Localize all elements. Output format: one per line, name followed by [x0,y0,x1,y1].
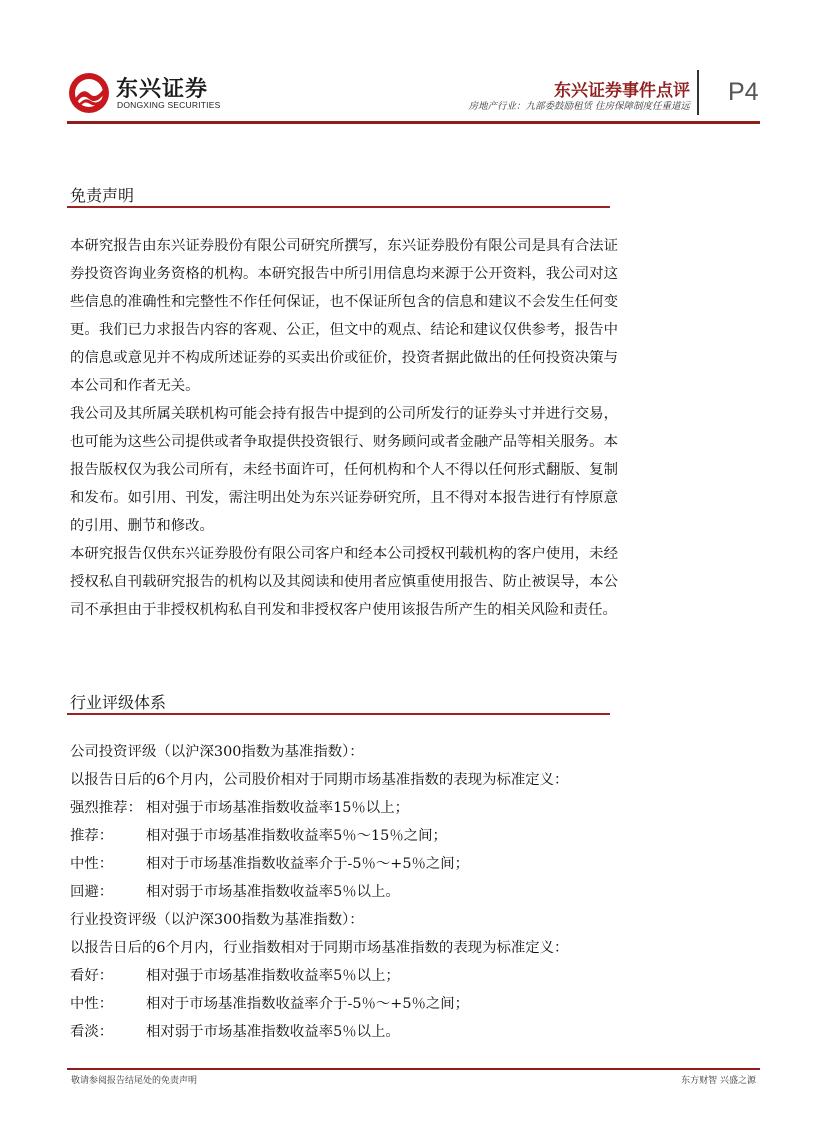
page-number: P4 [728,78,759,106]
company-rating-header: 公司投资评级（以沪深300指数为基准指数）： [70,744,364,760]
disclaimer-paragraph-2: 我公司及其所属关联机构可能会持有报告中提到的公司所发行的证券头寸并进行交易，也可能为这些公司提供或者争取提供投资银行、财务顾问或者金融产品等相关服务。本报告版权仅为我公司所有，未经书面许可，任何机构和个人不得以任何形式翻版、复制和发布。如引用、刊发，需注明出处为东兴证券研究所，且不得对本报告进行有悖原意的引用、删节和修改。 [70,406,618,534]
rating-desc: 相对于市场基准指数收益率介于-5％～+5％之间； [146,856,470,872]
company-rating-intro: 以报告日后的6个月内，公司股价相对于同期市场基准指数的表现为标准定义： [70,772,569,788]
rating-desc: 相对弱于市场基准指数收益率5％以上。 [146,884,400,900]
report-subtitle: 房地产行业：九部委鼓励租赁 住房保障制度任重道远 [468,101,690,112]
company-rating-item [70,794,409,822]
company-rating-item [70,850,469,878]
industry-rating-item [70,990,469,1018]
footer-disclaimer-note: 敬请参阅报告结尾处的免责声明 [71,1076,198,1086]
page-header [0,0,827,125]
rating-desc: 相对于市场基准指数收益率介于-5％～+5％之间； [146,996,470,1012]
company-logo [68,70,228,114]
disclaimer-rule [67,206,610,208]
disclaimer-paragraph-1: 本研究报告由东兴证券股份有限公司研究所撰写，东兴证券股份有限公司是具有合法证券投资咨询业务资格的机构。本研究报告中所引用信息均来源于公开资料，我公司对这些信息的准确性和完整性不作任何保证，也不保证所包含的信息和建议不会发生任何变更。我们已力求报告内容的客观、公正，但文中的观点、结论和建议仅供参考，报告中的信息或意见并不构成所述证券的买卖出价或征价，投资者据此做出的任何投资决策与本公司和作者无关。 [70,238,618,394]
header-rule [67,121,760,124]
industry-rating-header: 行业投资评级（以沪深300指数为基准指数）： [70,912,364,928]
company-rating-item [70,878,400,906]
logo-mark-icon [68,72,110,114]
header-divider [697,70,699,115]
footer-rule [67,1068,760,1070]
rating-rule [67,713,610,715]
footer-slogan: 东方财智 兴盛之源 [681,1076,756,1086]
company-rating-item [70,822,447,850]
rating-label: 看淡： [70,1024,114,1040]
rating-label: 强烈推荐： [70,800,142,816]
industry-rating-item [70,962,400,990]
disclaimer-paragraph-3: 本研究报告仅供东兴证券股份有限公司客户和经本公司授权刊载机构的客户使用，未经授权私自刊载研究报告的机构以及其阅读和使用者应慎重使用报告、防止被误导，本公司不承担由于非授权机构私自刊发和非授权客户使用该报告所产生的相关风险和责任。 [70,546,618,618]
industry-rating-item [70,1018,400,1046]
rating-desc: 相对弱于市场基准指数收益率5％以上。 [146,1024,400,1040]
rating-desc: 相对强于市场基准指数收益率15％以上； [146,800,409,816]
rating-label: 中性： [70,996,114,1012]
rating-label: 推荐： [70,828,114,844]
industry-rating-intro: 以报告日后的6个月内，行业指数相对于同期市场基准指数的表现为标准定义： [70,940,569,956]
disclaimer-heading: 免责声明 [70,186,135,205]
report-type-title: 东兴证券事件点评 [554,81,690,101]
rating-desc: 相对强于市场基准指数收益率5％～15％之间； [146,828,447,844]
rating-label: 中性： [70,856,114,872]
logo-chinese-name: 东兴证券 [116,77,209,102]
rating-desc: 相对强于市场基准指数收益率5％以上； [146,968,400,984]
rating-label: 看好： [70,968,114,984]
rating-heading: 行业评级体系 [70,693,167,712]
logo-english-name: DONGXING SECURITIES [117,100,221,110]
rating-label: 回避： [70,884,114,900]
